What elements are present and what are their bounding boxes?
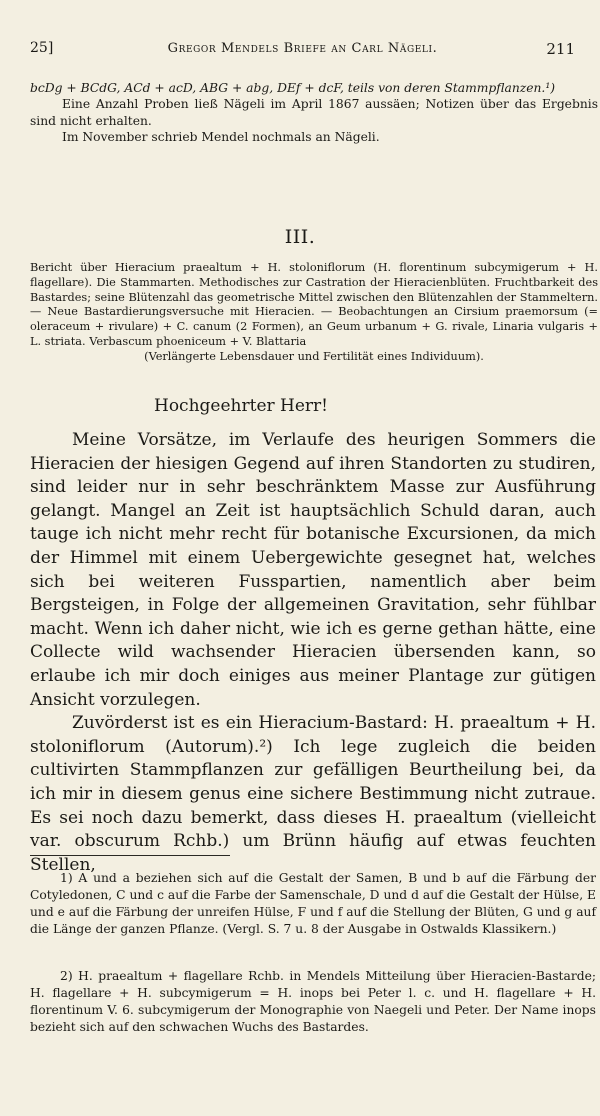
footnote-rule xyxy=(30,855,230,856)
letter-greeting: Hochgeehrter Herr! xyxy=(154,396,329,416)
body-paragraph: Meine Vorsätze, im Verlaufe des heurigen Sommers die Hieracien der hiesigen Gegend auf ihren Standorten zu studiren, sind leider nur in sehr beschränktem Masse zur Ausführung gelangt. Mangel an Zeit ist hauptsächlich Schuld daran, auch tauge ich nicht mehr recht für botanische Excursionen, da mich der Himmel mit einem Uebergewichte gesegnet hat, welches sich bei weiteren Fusspartien, namentlich aber beim Bergsteigen, in Folge der allgemeinen Gravitation, sehr fühlbar macht. Wenn ich daher nicht, wie ich es gerne gethan hätte, eine Collecte wild wachsender Hieracien übersenden kann, so erlaube ich mir doch einiges aus meiner Plantage zur gütigen Ansicht vorzulegen. xyxy=(30,430,596,710)
body-paragraph: Zuvörderst ist es ein Hieracium-Bastard: H. praealtum + H. stoloniflorum (Autorum).²) Ich lege zugleich die beiden cultivirten Stammpflanzen zur gefälligen Beurtheilung bei, da ich mir in diesem genus eine sichere Bestimmung nicht zutraue. Es sei noch dazu bemerkt, dass dieses H. praealtum (vielleicht var. obscurum Rchb.) um Brünn häufig auf etwas feuchten Stellen, xyxy=(30,713,596,875)
running-title: Gregor Mendels Briefe an Carl Nägeli. xyxy=(167,41,438,56)
summary-main: Bericht über Hieracium praealtum + H. stoloniflorum (H. florentinum subcymigerum + H. flagellare). Die Stammarten. Methodisches zur Castration der Hieracienblüten. Fruchtbarkeit des Bastardes; seine Blütenzahl das geometrische Mittel zwischen den Blütenzahlen der Stammeltern. — Neue Bastardierungsversuche mit Hieracien. — Beobachtungen an Cirsium praemorsum (= oleraceum + rivulare) + C. canum (2 Formen), an Geum urbanum + G. rivale, Linaria vulgaris + L. striata. Verbascum phoeniceum + V. Blattaria xyxy=(30,261,598,348)
footnote-label: 1) xyxy=(60,871,73,885)
intro-line-genotypes: bcDg + BCdG, ACd + acD, ABG + abg, DEf + dcF, teils von deren Stammpflanzen.¹) xyxy=(30,81,556,95)
footnote xyxy=(30,870,596,938)
page-number-right: 211 xyxy=(546,40,575,58)
footnote-text: H. praealtum + flagellare Rchb. in Mendels Mitteilung über Hieracien-Bastarde; H. flagellare + H. subcymigerum = H. inops bei Peter l. c. und H. flagellare + H. florentinum V. 6. subcymigerum der Monographie von Naegeli und Peter. Der Name inops bezieht sich auf den schwachen Wuchs des Bastardes. xyxy=(30,969,596,1034)
letter-summary xyxy=(30,261,598,365)
page-number-left: 25] xyxy=(30,40,54,56)
footnote-label: 2) xyxy=(60,969,73,983)
intro-text xyxy=(30,80,598,145)
footnote-text: A und a beziehen sich auf die Gestalt der Samen, B und b auf die Färbung der Cotyledonen, C und c auf die Farbe der Samenschale, D und d auf die Gestalt der Hülse, E und e auf die Färbung der unreifen Hülse, F und f auf die Stellung der Blüten, G und g auf die Länge der ganzen Pflanze. (Vergl. S. 7 u. 8 der Ausgabe in Ostwalds Klassikern.) xyxy=(30,871,596,936)
page-header xyxy=(30,40,575,62)
intro-line-samples: Eine Anzahl Proben ließ Nägeli im April 1867 aussäen; Notizen über das Ergebnis sind nicht erhalten. xyxy=(30,97,598,128)
section-heading: III. xyxy=(284,226,316,248)
letter-body xyxy=(30,429,596,877)
summary-last-line: (Verlängerte Lebensdauer und Fertilität eines Individuum). xyxy=(144,349,484,363)
intro-line-november: Im November schrieb Mendel nochmals an Nägeli. xyxy=(62,129,380,144)
footnote xyxy=(30,968,596,1036)
